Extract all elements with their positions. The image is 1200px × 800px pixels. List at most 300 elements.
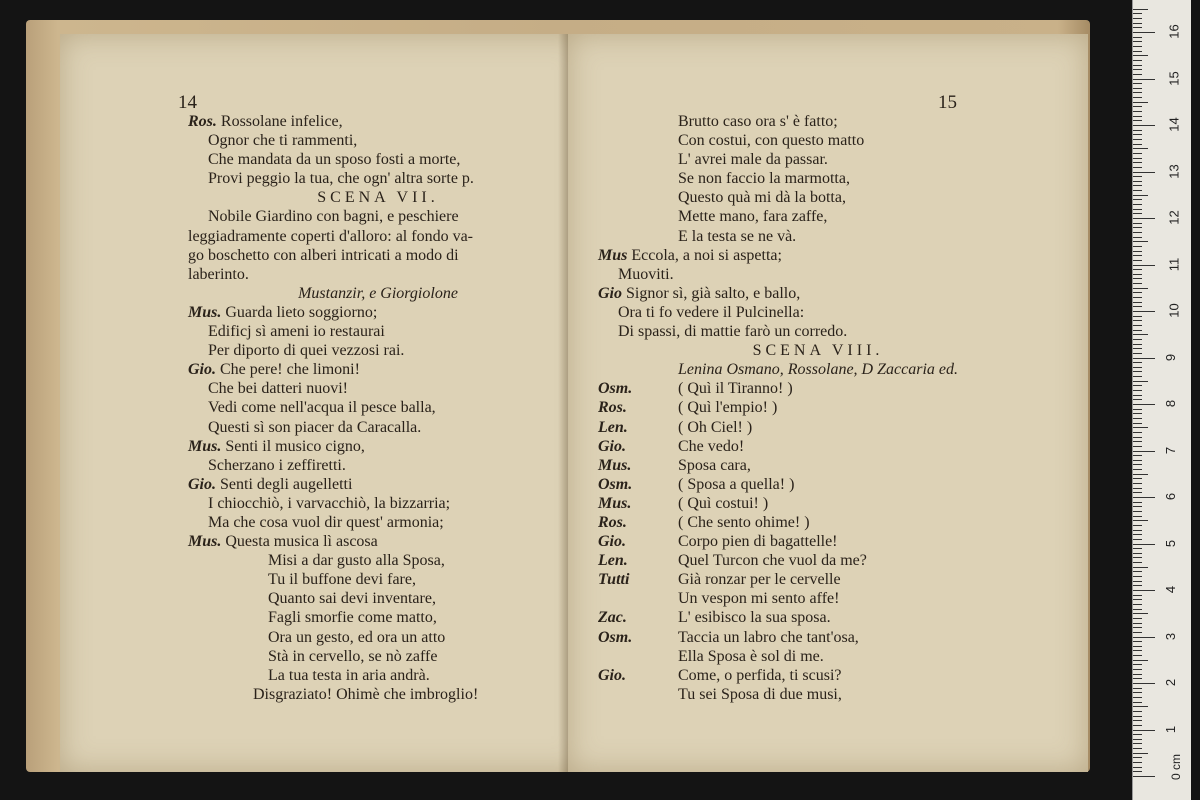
dialog-line xyxy=(598,456,1038,475)
ruler-tick xyxy=(1133,41,1142,42)
ruler-label: 2 xyxy=(1163,678,1179,687)
ruler-tick xyxy=(1133,120,1142,121)
ruler-tick xyxy=(1133,172,1155,173)
character-list: Mustanzir, e Giorgiolone xyxy=(298,284,458,302)
speech-text: ( Quì il Tiranno! ) xyxy=(678,380,793,398)
ruler-tick xyxy=(1133,79,1155,80)
speech-text: Taccia un labro che tant'osa, xyxy=(678,628,859,646)
right-page xyxy=(568,34,1088,772)
text-line: Scherzano i zeffiretti. xyxy=(208,456,346,474)
ruler-tick xyxy=(1133,497,1155,498)
ruler-tick xyxy=(1133,451,1155,452)
ruler-tick xyxy=(1133,297,1142,298)
ruler-label: 9 xyxy=(1163,353,1179,361)
ruler-tick xyxy=(1133,488,1142,489)
ruler-tick xyxy=(1133,650,1142,651)
ruler-tick xyxy=(1133,511,1142,512)
ruler-tick xyxy=(1133,627,1142,628)
ruler-tick xyxy=(1133,478,1142,479)
ruler-tick xyxy=(1133,106,1142,107)
ruler-tick xyxy=(1133,771,1142,772)
ruler-label: 10 xyxy=(1166,303,1182,318)
ruler-tick xyxy=(1133,144,1142,145)
ruler-tick xyxy=(1133,348,1142,349)
ruler-tick xyxy=(1133,706,1148,707)
ruler-tick xyxy=(1133,725,1142,726)
left-page-text xyxy=(188,112,568,704)
ruler-tick xyxy=(1133,730,1155,731)
measuring-ruler xyxy=(1132,0,1191,800)
ruler-unit: 0 cm xyxy=(1169,753,1184,781)
ruler-tick xyxy=(1133,413,1142,414)
ruler-label: 3 xyxy=(1163,632,1179,640)
ruler-label: 13 xyxy=(1166,163,1182,179)
speaker-name: Gio xyxy=(598,284,622,302)
ruler-tick xyxy=(1133,720,1142,721)
ruler-label: 8 xyxy=(1163,399,1179,408)
ruler-tick xyxy=(1133,97,1142,98)
speech-line xyxy=(188,532,568,551)
speech-text: Sposa cara, xyxy=(678,456,751,474)
ruler-tick xyxy=(1133,399,1142,400)
ruler-tick xyxy=(1133,130,1142,131)
speech-line xyxy=(188,360,568,379)
ruler-tick xyxy=(1133,437,1142,438)
speech-text: Corpo pien di bagattelle! xyxy=(678,533,838,551)
ruler-tick xyxy=(1133,739,1142,740)
ruler-tick xyxy=(1133,418,1142,419)
ruler-label: 15 xyxy=(1166,70,1182,86)
ruler-tick xyxy=(1133,483,1142,484)
ruler-tick xyxy=(1133,204,1142,205)
text-line: Che bei datteri nuovi! xyxy=(208,380,348,398)
ruler-tick xyxy=(1133,195,1148,196)
dialog-line xyxy=(598,398,1038,417)
text-line: Questi sì son piacer da Caracalla. xyxy=(208,418,422,436)
ruler-tick xyxy=(1133,181,1142,182)
speech-text: ( Quì costui! ) xyxy=(678,494,769,512)
speaker-name: Len. xyxy=(598,418,628,436)
ruler-tick xyxy=(1133,83,1142,84)
dialog-line xyxy=(598,666,1038,685)
ruler-tick xyxy=(1133,371,1142,372)
ruler-tick xyxy=(1133,460,1142,461)
speech-text: Rossolane infelice, xyxy=(216,113,343,130)
ruler-tick xyxy=(1133,139,1142,140)
ruler-label: 1 xyxy=(1163,725,1179,733)
ruler-tick xyxy=(1133,69,1142,70)
speech-text: Eccola, a noi si aspetta; xyxy=(627,246,782,264)
scene-heading: SCENA VIII. xyxy=(752,342,884,360)
speaker-name: Mus. xyxy=(598,494,632,512)
speech-text: Come, o perfida, ti scusi? xyxy=(678,666,842,684)
speech-line xyxy=(188,303,568,322)
ruler-tick xyxy=(1133,544,1155,545)
text-line: laberinto. xyxy=(188,265,249,283)
text-line: I chiocchiò, i varvacchiò, la bizzarria; xyxy=(208,494,451,512)
ruler-tick xyxy=(1133,158,1142,159)
ruler-tick xyxy=(1133,525,1142,526)
right-page-text xyxy=(598,112,1038,704)
ruler-tick xyxy=(1133,334,1148,335)
speaker-name: Gio. xyxy=(188,361,216,379)
ruler-tick xyxy=(1133,404,1155,405)
text-line: Se non faccio la marmotta, xyxy=(678,170,850,188)
text-line: Di spassi, di mattie farò un corredo. xyxy=(618,323,848,341)
ruler-tick xyxy=(1133,9,1148,10)
speaker-name: Ros. xyxy=(598,399,627,417)
ruler-tick xyxy=(1133,590,1155,591)
ruler-tick xyxy=(1133,534,1142,535)
speaker-name xyxy=(598,589,678,608)
ruler-tick xyxy=(1133,678,1142,679)
ruler-tick xyxy=(1133,562,1142,563)
ruler-tick xyxy=(1133,358,1155,359)
ruler-tick xyxy=(1133,27,1142,28)
text-line: Provi peggio la tua, che ogn' altra sorte p. xyxy=(208,170,474,188)
ruler-tick xyxy=(1133,65,1142,66)
speech-text: Guarda lieto soggiorno; xyxy=(221,303,378,321)
ruler-tick xyxy=(1133,688,1142,689)
dialog-line xyxy=(598,513,1038,532)
text-line: Disgraziato! Ohimè che imbroglio! xyxy=(253,685,479,703)
dialog-line xyxy=(598,608,1038,627)
ruler-tick xyxy=(1133,516,1142,517)
ruler-tick xyxy=(1133,46,1142,47)
ruler-tick xyxy=(1133,646,1142,647)
ruler-tick xyxy=(1133,613,1148,614)
ruler-tick xyxy=(1133,283,1142,284)
ruler-tick xyxy=(1133,474,1148,475)
ruler-tick xyxy=(1133,674,1142,675)
ruler-tick xyxy=(1133,278,1142,279)
ruler-tick xyxy=(1133,306,1142,307)
ruler-tick xyxy=(1133,288,1148,289)
dialog-line xyxy=(598,532,1038,551)
ruler-tick xyxy=(1133,51,1142,52)
ruler-tick xyxy=(1133,381,1148,382)
text-line: Nobile Giardino con bagni, e peschiere xyxy=(208,208,459,226)
ruler-tick xyxy=(1133,655,1142,656)
text-line: Vedi come nell'acqua il pesce balla, xyxy=(208,399,436,417)
ruler-tick xyxy=(1133,683,1155,684)
ruler-tick xyxy=(1133,260,1142,261)
ruler-tick xyxy=(1133,23,1142,24)
ruler-label: 12 xyxy=(1166,210,1182,225)
ruler-tick xyxy=(1133,776,1155,777)
ruler-tick xyxy=(1133,716,1142,717)
speaker-name: Osm. xyxy=(598,380,633,398)
ruler-tick xyxy=(1133,241,1148,242)
speaker-name xyxy=(598,685,678,704)
ruler-tick xyxy=(1133,409,1142,410)
ruler-tick xyxy=(1133,116,1142,117)
ruler-tick xyxy=(1133,576,1142,577)
ruler-tick xyxy=(1133,464,1142,465)
ruler-tick xyxy=(1133,134,1142,135)
ruler-tick xyxy=(1133,767,1142,768)
speech-text: Quel Turcon che vuol da me? xyxy=(678,552,867,570)
ruler-tick xyxy=(1133,213,1142,214)
ruler-tick xyxy=(1133,376,1142,377)
page-number-right: 15 xyxy=(938,92,957,113)
ruler-tick xyxy=(1133,446,1142,447)
ruler-tick xyxy=(1133,274,1142,275)
ruler-tick xyxy=(1133,762,1142,763)
speaker-name: Tutti xyxy=(598,571,630,589)
text-line: Stà in cervello, se nò zaffe xyxy=(268,647,438,665)
ruler-tick xyxy=(1133,632,1142,633)
speech-text: Che vedo! xyxy=(678,437,745,455)
ruler-tick xyxy=(1133,469,1142,470)
speech-text: ( Quì l'empio! ) xyxy=(678,399,778,417)
ruler-tick xyxy=(1133,311,1155,312)
ruler-tick xyxy=(1133,557,1142,558)
text-line: Ognor che ti rammenti, xyxy=(208,132,358,150)
ruler-tick xyxy=(1133,125,1155,126)
speech-text: ( Sposa a quella! ) xyxy=(678,475,795,493)
ruler-tick xyxy=(1133,711,1142,712)
speaker-name: Mus xyxy=(598,246,628,264)
speech-text: Senti il musico cigno, xyxy=(221,437,365,455)
text-line: Edificj sì ameni io restaurai xyxy=(208,323,385,341)
ruler-tick xyxy=(1133,237,1142,238)
text-line: Fagli smorfie come matto, xyxy=(268,609,437,627)
ruler-tick xyxy=(1133,190,1142,191)
ruler-tick xyxy=(1133,702,1142,703)
dialog-line xyxy=(598,685,1038,704)
ruler-tick xyxy=(1133,595,1142,596)
ruler-tick xyxy=(1133,269,1142,270)
text-line: Ora ti fo vedere il Pulcinella: xyxy=(618,303,805,321)
dialog-line xyxy=(598,379,1038,398)
speech-text: Signor sì, già salto, e ballo, xyxy=(622,284,801,302)
text-line: Questo quà mi dà la botta, xyxy=(678,189,846,207)
speech-text: ( Oh Ciel! ) xyxy=(678,418,753,436)
ruler-tick xyxy=(1133,218,1155,219)
ruler-tick xyxy=(1133,641,1142,642)
speaker-name: Gio. xyxy=(598,533,626,551)
open-book xyxy=(26,20,1090,772)
ruler-tick xyxy=(1133,553,1142,554)
speech-text: L' esibisco la sua sposa. xyxy=(678,609,831,627)
text-line: Quanto sai devi inventare, xyxy=(268,590,436,608)
text-line: La tua testa in aria andrà. xyxy=(268,666,430,684)
ruler-tick xyxy=(1133,520,1148,521)
ruler-label: 14 xyxy=(1166,117,1182,132)
ruler-tick xyxy=(1133,292,1142,293)
dialog-line xyxy=(598,418,1038,437)
ruler-label: 11 xyxy=(1166,257,1182,271)
ruler-tick xyxy=(1133,55,1148,56)
ruler-tick xyxy=(1133,664,1142,665)
ruler-tick xyxy=(1133,148,1148,149)
character-list: Lenina Osmano, Rossolane, D Zaccaria ed. xyxy=(678,361,958,379)
ruler-label: 16 xyxy=(1166,24,1182,39)
ruler-tick xyxy=(1133,227,1142,228)
speech-text: Senti degli augelletti xyxy=(216,475,353,493)
scene-heading: SCENA VII. xyxy=(317,189,439,207)
page-number-left: 14 xyxy=(178,92,197,113)
ruler-tick xyxy=(1133,153,1142,154)
ruler-tick xyxy=(1133,353,1142,354)
ruler-tick xyxy=(1133,441,1142,442)
text-line: Mette mano, fara zaffe, xyxy=(678,208,828,226)
speech-line xyxy=(188,437,568,456)
ruler-tick xyxy=(1133,232,1142,233)
ruler-tick xyxy=(1133,255,1142,256)
ruler-tick xyxy=(1133,604,1142,605)
ruler-tick xyxy=(1133,757,1142,758)
speaker-name: Mus. xyxy=(188,533,222,551)
ruler-tick xyxy=(1133,539,1142,540)
ruler-tick xyxy=(1133,609,1142,610)
ruler-tick xyxy=(1133,339,1142,340)
speech-text: Già ronzar per le cervelle xyxy=(678,571,841,589)
ruler-tick xyxy=(1133,111,1142,112)
ruler-tick xyxy=(1133,571,1142,572)
speaker-name: Ros. xyxy=(598,513,627,531)
speaker-name: Mus. xyxy=(598,456,632,474)
speech-line xyxy=(188,112,568,131)
text-line: L' avrei male da passar. xyxy=(678,151,828,169)
dialog-line xyxy=(598,437,1038,456)
speaker-name: Gio. xyxy=(598,666,626,684)
ruler-tick xyxy=(1133,316,1142,317)
text-line: go boschetto con alberi intricati a modo di xyxy=(188,246,459,264)
ruler-label: 5 xyxy=(1163,539,1179,547)
ruler-tick xyxy=(1133,530,1142,531)
text-line: Per diporto di quei vezzosi rai. xyxy=(208,342,405,360)
ruler-tick xyxy=(1133,427,1148,428)
ruler-tick xyxy=(1133,548,1142,549)
ruler-tick xyxy=(1133,669,1142,670)
ruler-tick xyxy=(1133,102,1148,103)
speech-line xyxy=(598,246,1038,265)
text-line: Brutto caso ora s' è fatto; xyxy=(678,113,838,130)
dialog-line xyxy=(598,589,1038,608)
ruler-tick xyxy=(1133,18,1142,19)
ruler-tick xyxy=(1133,390,1142,391)
left-page xyxy=(60,34,588,772)
ruler-tick xyxy=(1133,367,1142,368)
ruler-tick xyxy=(1133,697,1142,698)
text-line: E la testa se ne và. xyxy=(678,227,797,245)
ruler-tick xyxy=(1133,623,1142,624)
dialog-line xyxy=(598,551,1038,570)
text-line: Muoviti. xyxy=(618,265,674,283)
text-line: Ma che cosa vuol dir quest' armonia; xyxy=(208,513,444,531)
ruler-tick xyxy=(1133,320,1142,321)
speech-text: Che pere! che limoni! xyxy=(216,361,360,379)
speech-text: Tu sei Sposa di due musi, xyxy=(678,685,842,703)
ruler-tick xyxy=(1133,660,1148,661)
ruler-tick xyxy=(1133,13,1142,14)
ruler-tick xyxy=(1133,167,1142,168)
ruler-tick xyxy=(1133,265,1155,266)
ruler-tick xyxy=(1133,734,1142,735)
ruler-tick xyxy=(1133,223,1142,224)
text-line: Tu il buffone devi fare, xyxy=(268,571,416,589)
ruler-tick xyxy=(1133,599,1142,600)
speech-text: Un vespon mi sento affe! xyxy=(678,590,840,608)
ruler-tick xyxy=(1133,74,1142,75)
speech-text: ( Che sento ohime! ) xyxy=(678,513,810,531)
ruler-tick xyxy=(1133,302,1142,303)
speaker-name: Osm. xyxy=(598,475,633,493)
ruler-label: 4 xyxy=(1163,585,1179,594)
ruler-tick xyxy=(1133,567,1148,568)
ruler-tick xyxy=(1133,585,1142,586)
ruler-tick xyxy=(1133,162,1142,163)
dialog-line xyxy=(598,494,1038,513)
speaker-name: Ros. xyxy=(188,113,217,130)
text-line: Che mandata da un sposo fosti a morte, xyxy=(208,151,461,169)
text-line: Ora un gesto, ed ora un atto xyxy=(268,628,446,646)
speaker-name: Zac. xyxy=(598,609,627,627)
ruler-tick xyxy=(1133,32,1155,33)
ruler-tick xyxy=(1133,432,1142,433)
speaker-name: Mus. xyxy=(188,437,222,455)
ruler-tick xyxy=(1133,502,1142,503)
ruler-tick xyxy=(1133,506,1142,507)
speaker-name: Mus. xyxy=(188,303,222,321)
ruler-tick xyxy=(1133,176,1142,177)
speaker-name: Gio. xyxy=(188,475,216,493)
dialog-line xyxy=(598,475,1038,494)
ruler-tick xyxy=(1133,455,1142,456)
ruler-tick xyxy=(1133,492,1142,493)
ruler-tick xyxy=(1133,743,1142,744)
ruler-tick xyxy=(1133,385,1142,386)
ruler-tick xyxy=(1133,199,1142,200)
dialog-line xyxy=(598,628,1038,647)
speaker-name xyxy=(598,647,678,666)
ruler-tick xyxy=(1133,395,1142,396)
text-line: Con costui, con questo matto xyxy=(678,132,865,150)
speaker-name: Gio. xyxy=(598,437,626,455)
ruler-label: 6 xyxy=(1163,492,1179,501)
ruler-tick xyxy=(1133,92,1142,93)
ruler-tick xyxy=(1133,88,1142,89)
ruler-tick xyxy=(1133,753,1148,754)
speaker-name: Len. xyxy=(598,552,628,570)
ruler-tick xyxy=(1133,692,1142,693)
speaker-name: Osm. xyxy=(598,628,633,646)
ruler-tick xyxy=(1133,637,1155,638)
ruler-label: 7 xyxy=(1163,446,1179,454)
ruler-tick xyxy=(1133,330,1142,331)
speech-line xyxy=(188,475,568,494)
ruler-tick xyxy=(1133,209,1142,210)
ruler-tick xyxy=(1133,581,1142,582)
speech-line xyxy=(598,284,1038,303)
ruler-tick xyxy=(1133,246,1142,247)
ruler-tick xyxy=(1133,344,1142,345)
ruler-tick xyxy=(1133,185,1142,186)
ruler-tick xyxy=(1133,423,1142,424)
speech-text: Questa musica lì ascosa xyxy=(221,533,378,551)
ruler-tick xyxy=(1133,325,1142,326)
ruler-tick xyxy=(1133,37,1142,38)
text-line: leggiadramente coperti d'alloro: al fondo va- xyxy=(188,227,473,245)
ruler-tick xyxy=(1133,362,1142,363)
dialog-line xyxy=(598,570,1038,589)
ruler-tick xyxy=(1133,748,1142,749)
ruler-tick xyxy=(1133,60,1142,61)
ruler-tick xyxy=(1133,618,1142,619)
speech-text: Ella Sposa è sol di me. xyxy=(678,647,824,665)
